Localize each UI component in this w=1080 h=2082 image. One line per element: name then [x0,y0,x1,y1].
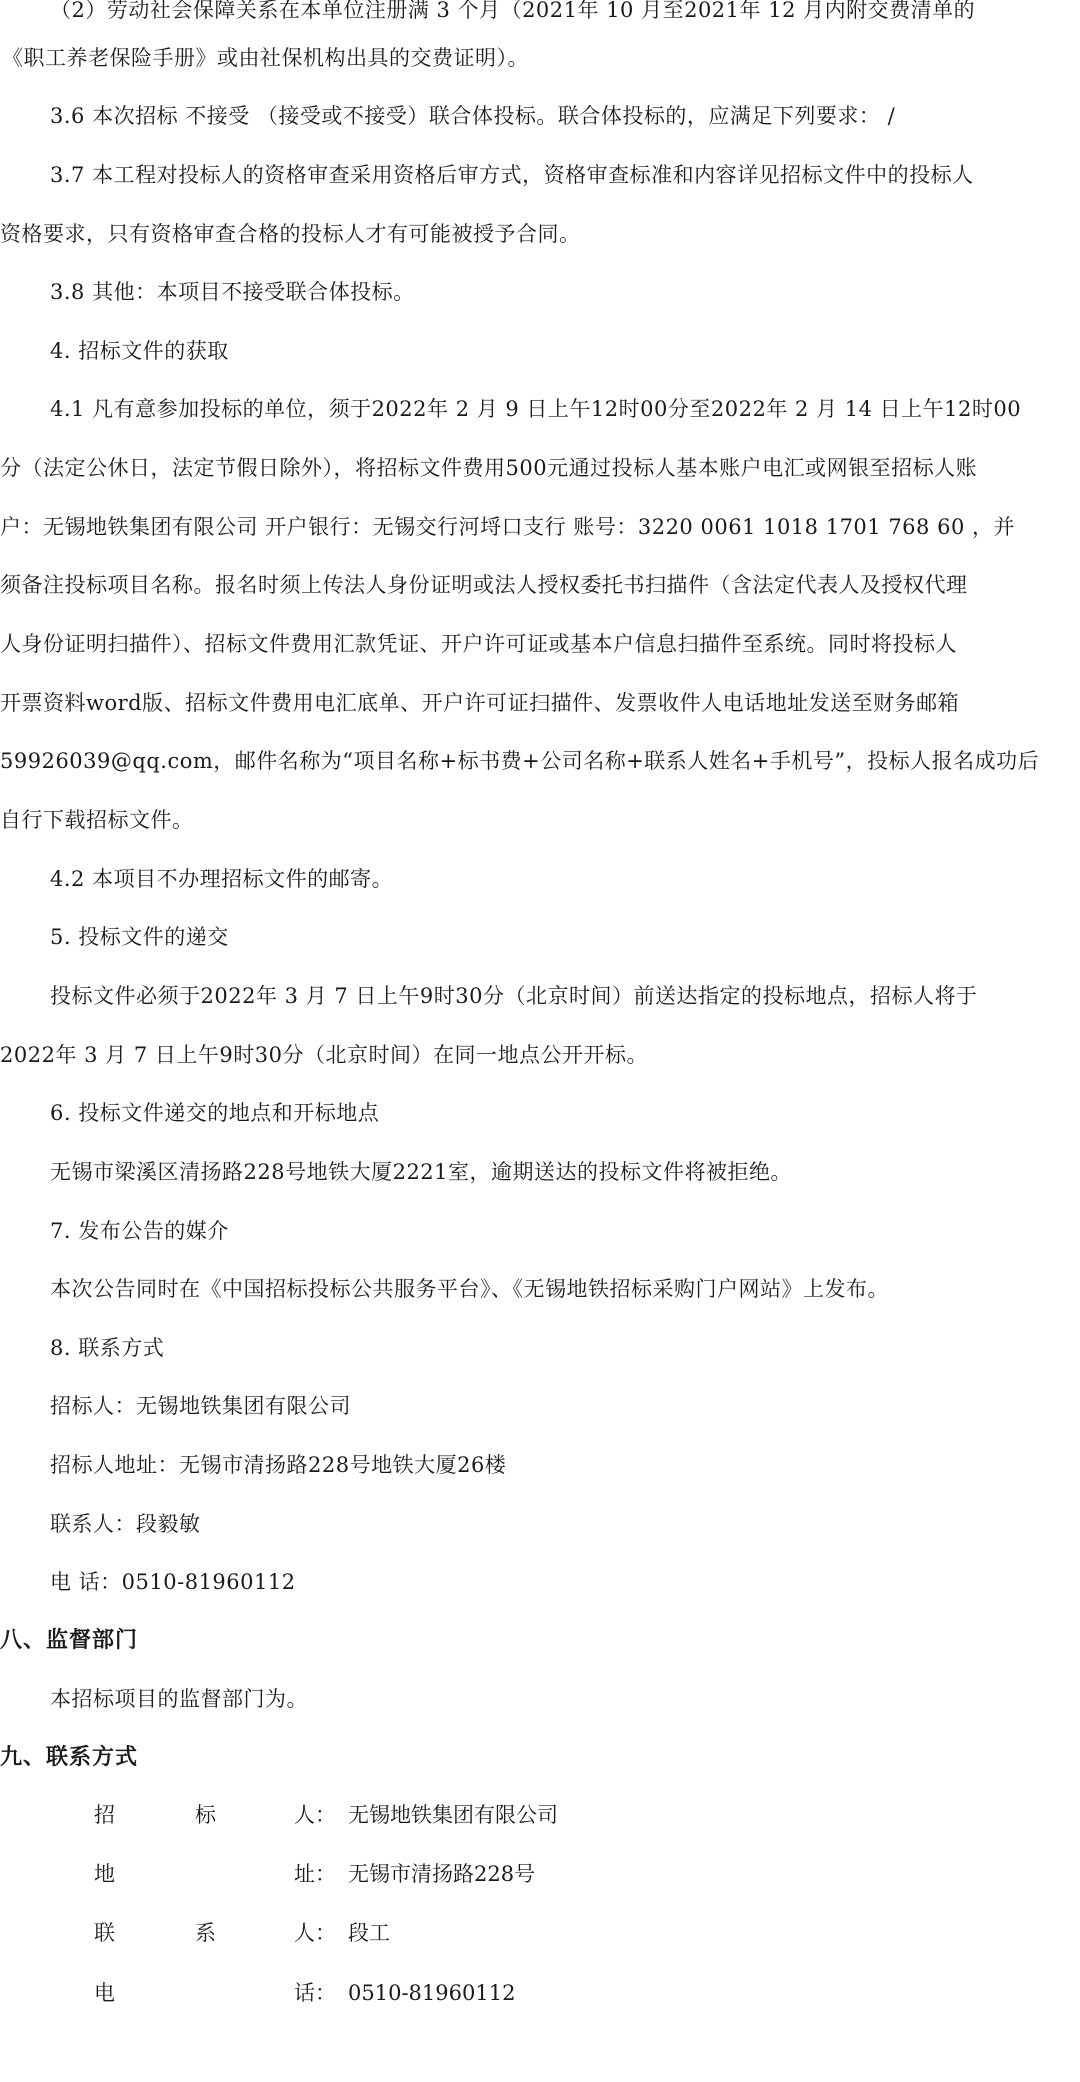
contact-line: 招标人地址：无锡市清扬路228号地铁大厦26楼 [50,1453,507,1477]
paragraph-line: 人身份证明扫描件）、招标文件费用汇款凭证、开户许可证或基本户信息扫描件至系统。同时将投标人 [0,632,957,656]
section-subheading: 6. 投标文件递交的地点和开标地点 [50,1101,380,1125]
contact-label-char: 电 [94,1981,115,2005]
contact-value: 无锡地铁集团有限公司 [348,1803,558,1827]
section-heading-supervision: 八、监督部门 [0,1628,139,1653]
contact-row-tenderer [0,1800,1080,1830]
contact-value: 无锡市清扬路228号 [348,1862,536,1886]
paragraph-line: 3.7 本工程对投标人的资格审查采用资格后审方式，资格审查标准和内容详见招标文件中的投标人 [50,163,974,187]
contact-label-char: 标 [195,1803,216,1827]
paragraph-line: 开票资料word版、招标文件费用电汇底单、开户许可证扫描件、发票收件人电话地址发送至财务邮箱 [0,691,960,715]
contact-label-char: 招 [94,1803,115,1827]
paragraph-line: 4.2 本项目不办理招标文件的邮寄。 [50,867,394,891]
paragraph-line: 59926039@qq.com，邮件名称为“项目名称+标书费+公司名称+联系人姓名+手机号”，投标人报名成功后 [0,749,1040,773]
paragraph-line: （2）劳动社会保障关系在本单位注册满 3 个月（2021年 10 月至2021年 12 月内附交费清单的 [50,0,976,22]
contact-line: 联系人：段毅敏 [50,1512,201,1536]
paragraph-line: 3.6 本次招标 不接受 （接受或不接受）联合体投标。联合体投标的，应满足下列要求： / [50,104,896,128]
section-subheading: 5. 投标文件的递交 [50,925,229,949]
paragraph-line: 《职工养老保险手册》或由社保机构出具的交费证明）。 [2,46,529,70]
contact-label-char: 址： [294,1862,336,1886]
contact-row-phone [0,1978,1080,2008]
paragraph-line: 分（法定公休日，法定节假日除外），将招标文件费用500元通过投标人基本账户电汇或网银至招标人账 [0,456,978,480]
paragraph-line: 须备注投标项目名称。报名时须上传法人身份证明或法人授权委托书扫描件（含法定代表人及授权代理 [0,573,968,597]
contact-value: 0510-81960112 [348,1981,516,2005]
paragraph-line: 自行下载招标文件。 [0,808,194,832]
paragraph-line: 本次公告同时在《中国招标投标公共服务平台》、《无锡地铁招标采购门户网站》上发布。 [50,1277,889,1301]
contact-label-char: 人： [294,1921,336,1945]
paragraph-line: 户：无锡地铁集团有限公司 开户银行：无锡交行河埒口支行 账号：3220 0061 1018 1701 768 60 ，并 [0,515,1015,539]
contact-line: 招标人：无锡地铁集团有限公司 [50,1394,351,1418]
contact-label-char: 系 [195,1921,216,1945]
section-subheading: 4. 招标文件的获取 [50,339,229,363]
contact-label-char: 地 [94,1862,115,1886]
contact-label-char: 人： [294,1803,336,1827]
paragraph-line: 无锡市梁溪区清扬路228号地铁大厦2221室，逾期送达的投标文件将被拒绝。 [50,1160,793,1184]
paragraph-line: 4.1 凡有意参加投标的单位，须于2022年 2 月 9 日上午12时00分至2022年 2 月 14 日上午12时00 [50,397,1022,421]
section-subheading: 8. 联系方式 [50,1336,165,1360]
paragraph-line: 2022年 3 月 7 日上午9时30分（北京时间）在同一地点公开开标。 [0,1043,648,1067]
section-subheading: 7. 发布公告的媒介 [50,1219,229,1243]
paragraph-line: 投标文件必须于2022年 3 月 7 日上午9时30分（北京时间）前送达指定的投标地点，招标人将于 [50,984,978,1008]
contact-row-contact-person [0,1918,1080,1948]
paragraph-line: 本招标项目的监督部门为。 [50,1687,308,1711]
contact-value: 段工 [348,1921,390,1945]
contact-row-address [0,1859,1080,1889]
contact-line: 电 话：0510-81960112 [50,1570,296,1594]
section-heading-contact: 九、联系方式 [0,1745,139,1770]
contact-label-char: 联 [94,1921,115,1945]
contact-label-char: 话： [294,1981,336,2005]
paragraph-line: 资格要求，只有资格审查合格的投标人才有可能被授予合同。 [0,222,581,246]
paragraph-line: 3.8 其他：本项目不接受联合体投标。 [50,280,415,304]
